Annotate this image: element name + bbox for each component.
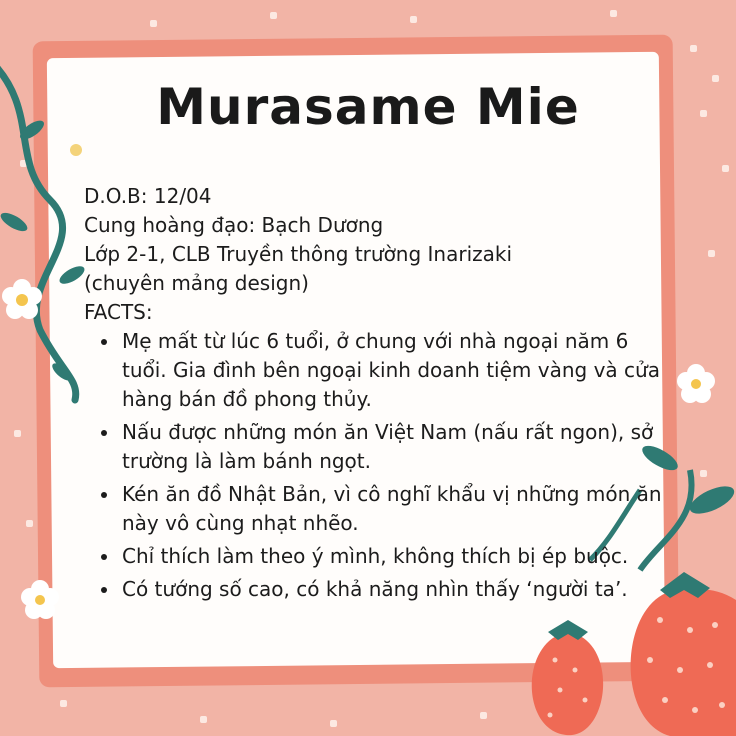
- page-title: Murasame Mie: [156, 78, 580, 136]
- fact-item: • Nấu được những món ăn Việt Nam (nấu rất ngon), sở trường là làm bánh ngọt.: [120, 418, 664, 476]
- dob-line: D.O.B: 12/04: [84, 184, 212, 208]
- fact-item: • Mẹ mất từ lúc 6 tuổi, ở chung với nhà ngoại năm 6 tuổi. Gia đình bên ngoại kinh doanh tiệm vàng và cửa hàng bán đồ phong thủy.: [120, 327, 664, 414]
- zodiac-line: Cung hoàng đạo: Bạch Dương: [84, 213, 384, 237]
- fact-item: • Có tướng số cao, có khả năng nhìn thấy ‘người ta’.: [120, 575, 664, 604]
- facts-list: [84, 327, 664, 604]
- facts-heading: FACTS:: [84, 300, 153, 324]
- fact-item: • Kén ăn đồ Nhật Bản, vì cô nghĩ khẩu vị những món ăn này vô cùng nhạt nhẽo.: [120, 480, 664, 538]
- profile-content: [84, 182, 664, 608]
- class-line: Lớp 2-1, CLB Truyền thông trường Inarizaki: [84, 242, 513, 266]
- role-line: (chuyên mảng design): [84, 271, 309, 295]
- fact-item: • Chỉ thích làm theo ý mình, không thích bị ép buộc.: [120, 542, 664, 571]
